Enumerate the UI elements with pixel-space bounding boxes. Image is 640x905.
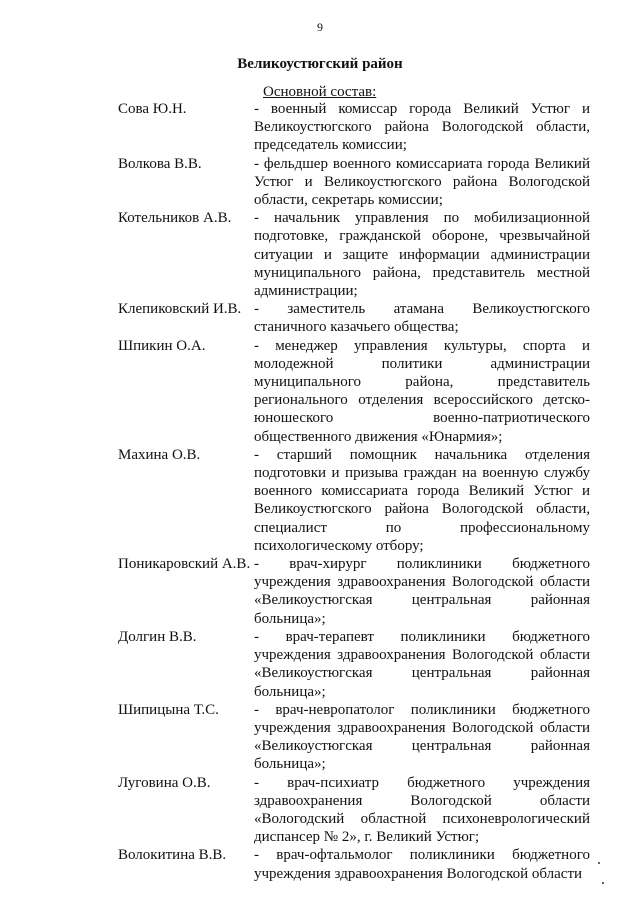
member-role: - фельдшер военного комиссариата города Великий Устюг и Великоустюгского района Вологодской области, секретарь комиссии;	[254, 155, 590, 209]
member-name: Долгин В.В.	[118, 628, 197, 645]
members-list	[118, 100, 590, 883]
page-number: 9	[317, 20, 323, 34]
member-name: Сова Ю.Н.	[118, 101, 187, 117]
member-name: Махина О.В.	[118, 446, 201, 463]
member-row	[118, 155, 590, 210]
member-role: - менеджер управления культуры, спорта и молодежной политики администрации муниципального района, представитель регионального отделения всероссийского детско-юношеского военно-патриотического общественного движения «Юнармия»;	[254, 337, 590, 445]
member-role: - врач-офтальмолог поликлиники бюджетного учреждения здравоохранения Вологодской области	[254, 847, 590, 882]
member-row	[118, 628, 590, 701]
member-row	[118, 300, 590, 336]
district-title: Великоустюгский район	[237, 56, 403, 72]
member-name: Клепиковский И.В.	[118, 301, 242, 318]
member-name: Волкова В.В.	[118, 155, 202, 172]
member-row	[118, 446, 590, 555]
member-name: Шпикин О.А.	[118, 337, 206, 354]
member-role: - начальник управления по мобилизационной подготовке, гражданской обороне, чрезвычайной ситуации и защите информации администрации муниципального района, представитель местной администрации;	[254, 210, 590, 300]
member-name: Котельников А.В.	[118, 210, 232, 227]
scan-mark	[598, 862, 600, 864]
member-name: Волокитина В.В.	[118, 847, 227, 864]
member-role: - военный комиссар города Великий Устюг и Великоустюгского района Вологодской области, председатель комиссии;	[254, 101, 590, 154]
member-role: - врач-психиатр бюджетного учреждения здравоохранения Вологодской области «Вологодский областной психоневрологический диспансер № 2», г. Великий Устюг;	[254, 774, 590, 846]
member-role: - старший помощник начальника отделения подготовки и призыва граждан на военную службу военного комиссариата города Великий Устюг и Великоустюгского района Вологодской области, специалист по профессиональному психологическому отбору;	[254, 446, 590, 554]
section-title: Основной состав:	[263, 84, 377, 100]
member-row	[118, 846, 590, 882]
member-row	[118, 209, 590, 300]
member-name: Шипицына Т.С.	[118, 701, 219, 718]
scan-mark	[602, 882, 604, 884]
member-row	[118, 555, 590, 628]
member-role: - заместитель атамана Великоустюгского станичного казачьего общества;	[254, 301, 590, 336]
member-role: - врач-хирург поликлиники бюджетного учреждения здравоохранения Вологодской области «Великоустюгская центральная районная больница»;	[254, 556, 590, 627]
member-row	[118, 701, 590, 774]
member-name: Луговина О.В.	[118, 774, 211, 791]
member-row	[118, 337, 590, 446]
member-row	[118, 774, 590, 847]
member-name: Поникаровский А.В.	[118, 556, 251, 573]
member-role: - врач-невропатолог поликлиники бюджетного учреждения здравоохранения Вологодской области «Великоустюгская центральная районная больница»;	[254, 701, 590, 773]
member-role: - врач-терапевт поликлиники бюджетного учреждения здравоохранения Вологодской области «Великоустюгская центральная районная больница»;	[254, 628, 590, 700]
member-row	[118, 100, 590, 155]
